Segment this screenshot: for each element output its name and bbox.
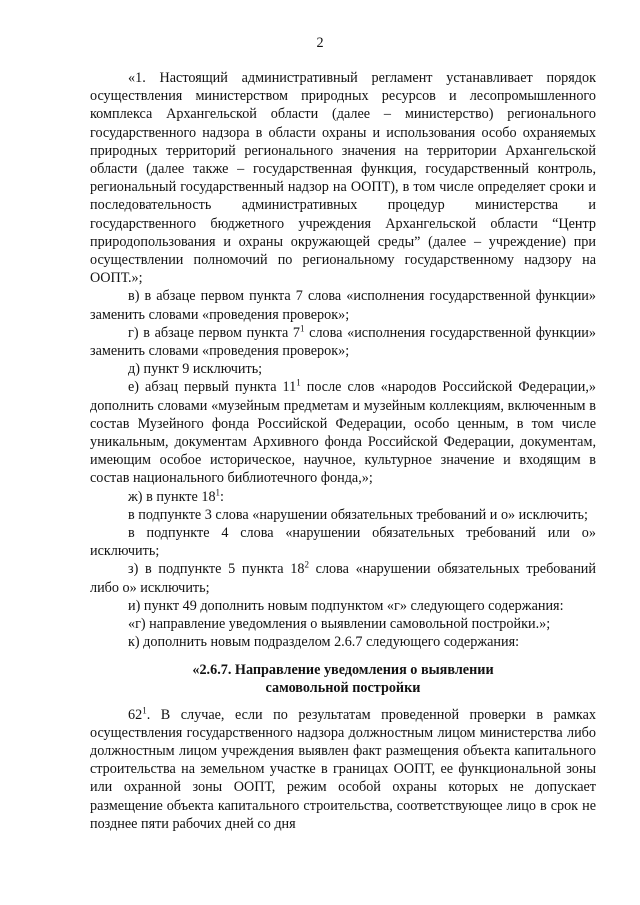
paragraph-item-zh: ж) в пункте $18^1$: [128,486,224,505]
paragraph-item-z: з) в подпункте 5 пункта $18^2$ слова «нарушении обязательных требований либо о» исключить; [90,559,596,596]
paragraph-quote-g: «г) направление уведомления о выявлении самовольной постройки.»; [128,616,551,633]
paragraph-regulation-clause-1: «1. Настоящий административный регламент устанавливает порядок осуществления министерством природных ресурсов и лесопромышленного комплекса Архангельской области (далее – министерство) регионального государственного надзора в области охраны и использования особо охраняемых природных территорий регионального значения на территории Архангельской области (далее также – государственная функция, государственный контроль, региональный государственный надзор на ООПТ), в том числе определяет сроки и последовательность административных процедур министерства и государственного бюджетного учреждения Архангельской области “Центр природопользования и охраны окружающей среды” (далее – учреждение) при осуществлении полномочий по региональному государственному надзору на ООПТ.»; [90,70,596,287]
paragraph-item-d: д) пункт 9 исключить; [128,361,263,378]
paragraph-item-v: в) в абзаце первом пункта 7 слова «исполнения государственной функции» заменить словами «проведения проверок»; [90,288,596,323]
paragraph-subitem-3: в подпункте 3 слова «нарушении обязательных требований и о» исключить; [128,506,588,523]
paragraph-item-i: и) пункт 49 дополнить новым подпунктом «г» следующего содержания: [128,597,564,614]
document-body [90,69,596,833]
page-number: 2 [316,35,324,51]
paragraph-section-62-1: $62^1$. В случае, если по результатам проведенной проверки в рамках осуществления государственного надзора должностным лицом министерства либо должностным лицом учреждения выявлен факт размещения объекта капитального строительства на земельном участке в границах ООПТ, ее функциональной зоны или охранной зоны ООПТ, режим особой охраны которых не допускает размещение объекта капитального строительства, соответствующее лицо в срок не позднее пяти рабочих дней со дня [90,704,596,832]
paragraph-item-g: г) в абзаце первом пункта $7^1$ слова «исполнения государственной функции» заменить словами «проведения проверок»; [90,323,596,360]
section-heading: «2.6.7. Направление уведомления о выявлении самовольной постройки [192,661,494,696]
paragraph-subitem-4: в подпункте 4 слова «нарушении обязательных требований или о» исключить; [90,525,596,560]
paragraph-item-e: е) абзац первый пункта $11^1$ после слов «народов Российской Федерации,» дополнить словами «музейным предметам и музейным коллекциям, включенным в состав Музейного фонда Российской Федерации, особо ценным, в том числе уникальным, документам Архивного фонда Российской Федерации, документам, имеющим особое историческое, научное, культурное значение и входящим в состав национального библиотечного фонда,»; [90,377,597,487]
paragraph-item-k: к) дополнить новым подразделом 2.6.7 следующего содержания: [128,634,520,651]
